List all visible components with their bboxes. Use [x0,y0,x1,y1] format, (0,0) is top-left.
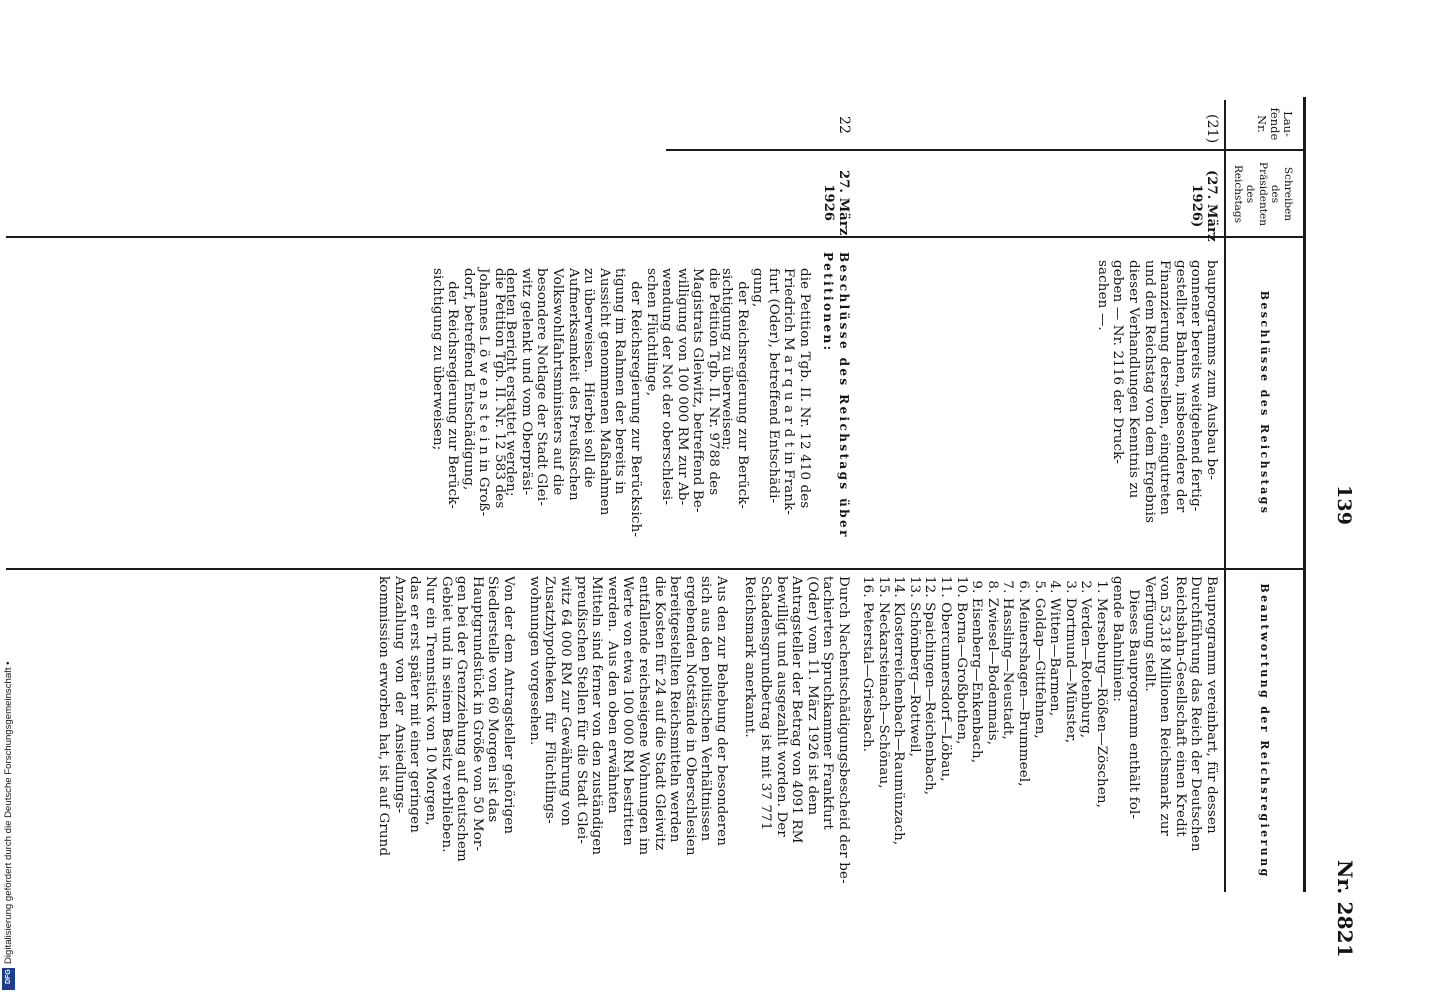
row-21-antwort-intro: Bauprogramm vereinbart, für dessen Durchführung das Reich der Deutschen Reichsbahn-Gesellschaft einen Kredit von 53,318 Millionen Reichsmark zur Verfügung stellt. Dieses Bauprogramm enthält fol- gende Bahnlinien: [1110,576,1219,852]
row-22-number: 22 [836,116,852,135]
funding-note: Digitalisierung gefördert durch die Deutsche Forschungsgemeinschaft • [3,661,14,964]
list-item: 14. Klosterreichenbach—Raumünzach, [891,576,907,846]
col-divider-1 [666,149,1306,151]
col-divider-3 [6,568,1306,570]
list-item: 11. Obercunnersdorf—Löbau, [938,576,953,782]
list-item: 1. Merseburg—Rößen—Zöschen, [1094,576,1109,809]
document-number: Nr. 2821 [1333,860,1357,958]
antwort-frankfurt: Durch Nachentschädigungsbescheid der be- tachierten Spruchkammer Frankfurt (Oder) vom 11. März 1926 ist dem Antragsteller der Betrag von 4091 RM bewilligt und ausgezahlt worden. Der Schadensgrundbetrag ist mit 37 771 Reichsmark anerkannt. [742,576,851,884]
row-21-number: (21) [1204,114,1220,144]
digitization-footer [0,300,18,1000]
list-item: 9. Eisenberg—Enkenbach, [969,576,985,764]
dfg-logo: DFG [2,968,15,990]
row-21-date: (27. März 1926) [1189,170,1219,242]
column-head-nr: Lau- fende Nr. [1255,107,1295,141]
column-head-beschluesse: Beschlüsse des Reichstags [1258,290,1271,516]
petition-grossdorf: die Petition Tgb. II. Nr. 12 583 des Johannes L ö w e n s t e i n in Groß- dorf, betreffend Entschädigung, der Reichsregierung zur Berück- sichtigung zu überweisen; [429,268,507,517]
list-item: 5. Goldap—Gittfehnen, [1031,576,1047,739]
col-divider-2 [6,236,1306,238]
list-item: 15. Neckarsteinach—Schönau, [875,576,891,789]
row-21-beschluss: bauprogramms zum Ausbau be- gonnener bereits weitgehend fertig- gestellter Bahnen, insbesondere der Finanzierung derselben, eingutreten und dem Reichstag von dem Ergebnis dieser Verhandlungen Kenntnis zu geben — Nr. 2116 der Druck- sachen —. [1094,260,1219,524]
list-item: 16. Peterstal—Griesbach. [860,576,875,753]
page-number: 139 [1333,485,1355,526]
column-head-schreiben: Schreiben des Präsidenten des Reichstags [1232,162,1294,226]
antwort-grossdorf: Von der dem Antragsteller gehörigen Siedlerstelle von 60 Morgen ist das Hauptgrundstück in Größe von 50 Mor- gen bei der Grenzziehung auf deutschem Gebiet und in seinem Besitz verblieben. Nur ein Trennstück von 10 Morgen, das er erst später mit einer geringen Anzahlung von der Ansiedlungs- kommission erworben hat, ist auf Grund [376,576,516,862]
list-item: 8. Zwiesel—Bodenmais, [984,576,1000,746]
row-22-date: 27. März 1926 [821,170,851,236]
row-22-beschluss-heading: Beschlüsse des Reichstags über Petitionen: [821,252,851,539]
petition-frankfurt: die Petition Tgb. II. Nr. 12 410 des Friedrich M a r q u a r d t in Frank- furt (Oder), betreffend Entschädi- gung, der Reichsregierung zur Berück- sichtigung zu überweisen; [719,268,812,515]
petition-gleiwitz: die Petition Tgb. II. Nr. 9788 des Magistrats Gleiwitz, betreffend Be- willigung von 100 000 RM zur Ab- wendung der Not der oberschlesi- schen Flüchtlinge, der Reichsregierung zur Berücksich- tigung im Rahmen der bereits in Aussicht genommenen Maßnahmen zu überweisen. Hierbei soll die Aufmerksamkeit des Preußischen Volkswohlfahrtsministers auf die besondere Notlage der Stadt Glei- witz gelenkt und vom Oberpräsi- denten Bericht erstattet werden; [503,268,721,538]
column-head-beantwortung: Beantwortung der Reichsregierung [1258,583,1271,879]
list-item: 10. Borna—Großbothen, [953,576,969,745]
list-item: 2. Verden—Rotenburg, [1078,576,1094,739]
antwort-gleiwitz: Aus den zur Behebung der besonderen sich aus den politischen Verhältnissen ergebenden Notstände in Oberschlesien bereitgestellten Reichsmitteln werden die Kosten für 24 auf die Stadt Gleiwitz entfallende reichseigene Wohnungen im Werte von etwa 100 000 RM bestritten werden. Aus den oben erwähnten Mitteln sind ferner von den zuständigen preußischen Stellen für die Stadt Glei- witz 64 000 RM zur Gewährung von Zusatzhypotheken für Flüchtlings- wohnungen vorgesehen. [526,576,729,856]
list-item: 12. Spaichingen—Reichenbach, [922,576,938,796]
list-item: 3. Dortmund—Münster, [1062,576,1078,744]
list-item: 7. Hassling—Neustadt, [1000,576,1016,740]
list-item: 6. Meinershagen—Brummeel, [1016,576,1031,787]
top-rule [1303,97,1306,892]
list-item: 13. Schömberg—Rottweil, [906,576,922,758]
header-rule [1224,100,1226,892]
list-item: 4. Witten—Barmen, [1047,576,1063,717]
